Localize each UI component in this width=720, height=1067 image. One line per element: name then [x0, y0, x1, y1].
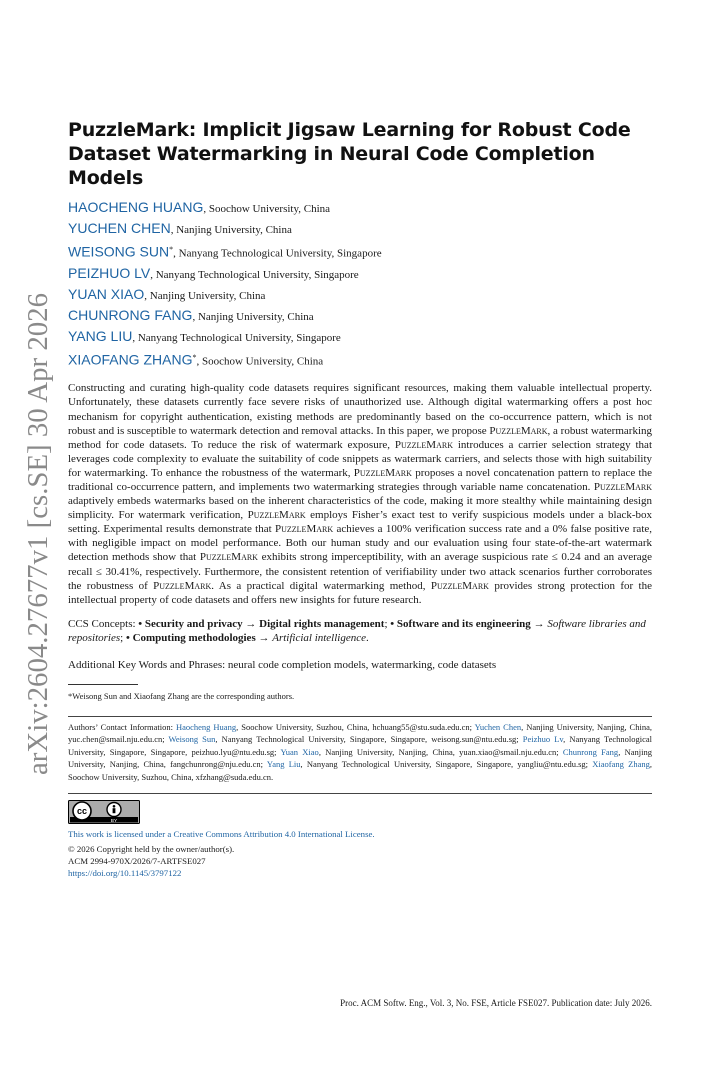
footnote-divider: [68, 684, 138, 685]
abstract-text: . As a practical digital watermarking method,: [211, 579, 431, 592]
author-row: [68, 306, 652, 327]
abstract-text: introduces a carrier selection strategy that leverages code complexity to evaluate the suitability of code snippets as watermark carriers, and selects those with high suitability for watermarking. To enhance the robustness of the watermark,: [68, 438, 652, 479]
license-block: [68, 793, 652, 879]
author-affiliation: , Nanjing University, China: [170, 224, 292, 236]
corresponding-author-mark: *: [192, 352, 197, 362]
ccs-sep: ;: [384, 617, 391, 630]
author-row: [68, 327, 652, 348]
ccs-arrow: →: [255, 632, 273, 645]
author-list: [68, 198, 652, 371]
abstract-text: adaptively embeds watermarks based on the inherent characteristics of the code, making it more stealthy while maintaining design simplicity. For watermark verification,: [68, 495, 652, 522]
author-contact-link[interactable]: Weisong Sun: [168, 734, 216, 745]
cc-by-license-icon[interactable]: [68, 800, 140, 824]
paper-title: [68, 118, 652, 190]
ccs-concept-security: • Security and privacy → Digital rights management: [138, 617, 385, 630]
method-name: PuzzleMark: [430, 579, 489, 592]
author-name[interactable]: YANG LIU: [68, 327, 133, 344]
abstract-text: Constructing and curating high-quality code datasets requires significant resources, making them valuable intellectual property. Unfortunately, these datasets currently face severe risks of unauthorized use. Although digital watermarking offers a post hoc mechanism for copyright authentication, existing methods are predominantly based on the co-occurrence pattern, which is not robust and is susceptible to watermark detection and removal attacks. In this paper, we propose: [68, 382, 652, 437]
abstract-text: provides strong protection for the intellectual property of code datasets and offers new insights for future research.: [68, 579, 652, 606]
authors-contact-information: [68, 721, 652, 784]
contact-text: , Nanjing University, Nanjing, China, yuc.chen@smail.nju.edu.cn;: [68, 721, 652, 745]
author-contact-link[interactable]: Peizhuo Lv: [522, 734, 564, 745]
abstract-text: , a robust watermarking method for code datasets. To reduce the risk of watermark exposure,: [68, 424, 652, 451]
corresponding-author-mark: *: [169, 245, 174, 254]
method-name: PuzzleMark: [394, 438, 453, 451]
author-affiliation: , Nanjing University, China: [144, 289, 266, 302]
ccs-subconcept-ai: Artificial intelligence: [272, 632, 366, 645]
method-name: PuzzleMark: [153, 579, 212, 592]
author-row: [68, 219, 652, 240]
method-name: PuzzleMark: [275, 523, 334, 536]
author-affiliation: , Nanyang Technological University, Singapore: [173, 247, 382, 260]
method-name: PuzzleMark: [353, 466, 412, 479]
arxiv-identifier-stamp: [17, 275, 61, 775]
ccs-prefix: CCS Concepts:: [68, 617, 139, 630]
author-affiliation: , Soochow University, China: [196, 355, 324, 368]
acm-identifier: ACM 2994-970X/2026/7-ARTFSE027: [68, 855, 206, 866]
author-name[interactable]: WEISONG SUN: [68, 243, 170, 260]
ccs-subconcept-libraries: Software libraries and repositories: [68, 617, 646, 645]
ccs-concept-computing: • Computing methodologies: [125, 632, 256, 645]
contact-text: , Nanjing University, Nanjing, China, yuan.xiao@smail.nju.edu.cn;: [318, 746, 563, 757]
author-name[interactable]: YUCHEN CHEN: [68, 220, 171, 236]
additional-keywords: Additional Key Words and Phrases: neural code completion models, watermarking, code datasets: [68, 658, 497, 671]
method-name: PuzzleMark: [199, 551, 258, 564]
author-contact-link[interactable]: Chunrong Fang: [562, 746, 619, 757]
abstract-text: achieves a 100% verification success rate and a 0% false positive rate, with negligible impact on model performance. Both our human study and our evaluation using four state-of-the-art watermark detection methods show that: [68, 523, 653, 564]
corresponding-author-footnote: *Weisong Sun and Xiaofang Zhang are the corresponding authors.: [68, 690, 295, 701]
copyright-line: © 2026 Copyright held by the owner/author(s).: [68, 843, 235, 854]
contact-divider: [68, 716, 652, 717]
author-affiliation: , Nanjing University, China: [192, 310, 314, 323]
ccs-arrow: →: [530, 617, 548, 630]
title-line-2: Dataset Watermarking in Neural Code Completion Models: [68, 143, 595, 189]
author-contact-link[interactable]: Xiaofang Zhang: [592, 759, 650, 770]
abstract-text: proposes a novel concatenation pattern to replace the traditional co-occurrence pattern, and implements two watermarking strategies through variable name concatenation.: [68, 466, 652, 493]
author-contact-link[interactable]: Yang Liu: [266, 759, 301, 770]
contact-text: , Nanjing University, Nanjing, China, fangchunrong@nju.edu.cn;: [68, 746, 652, 770]
contact-text: , Nanyang Technological University, Singapore, Singapore, weisong.sun@ntu.edu.sg;: [215, 734, 523, 745]
page-footer: Proc. ACM Softw. Eng., Vol. 3, No. FSE, Article FSE027. Publication date: July 2026.: [340, 998, 652, 1008]
paper-first-page: [68, 118, 652, 880]
author-affiliation: , Soochow University, China: [203, 203, 331, 215]
author-name[interactable]: CHUNRONG FANG: [68, 306, 193, 323]
abstract-text: exhibits strong imperceptibility, with an average suspicious rate ≤ 0.24 and an average recall ≤ 30.41%, respectively. Furthermore, the consistent retention of verifiability under two attack scenarios further corroborates the robustness of: [68, 551, 652, 592]
by-badge-text: BY: [110, 819, 118, 825]
ccs-concepts: [68, 617, 652, 646]
contact-text: , Soochow University, Suzhou, China, xfzhang@suda.edu.cn.: [68, 759, 652, 782]
contact-text: , Nanyang Technological University, Singapore, Singapore, peizhuo.lyu@ntu.edu.sg;: [68, 734, 652, 757]
contact-text: , Soochow University, Suzhou, China, hchuang55@stu.suda.edu.cn;: [236, 721, 475, 732]
cc-badge-text: cc: [76, 806, 88, 817]
contact-text: , Nanyang Technological University, Singapore, Singapore, yangliu@ntu.edu.sg;: [300, 759, 593, 770]
ccs-end: .: [366, 632, 369, 645]
title-line-1: PuzzleMark: Implicit Jigsaw Learning for Robust Code: [68, 119, 631, 141]
author-contact-link[interactable]: Yuchen Chen: [474, 721, 522, 732]
arxiv-id-text: arXiv:2604.27677v1 [cs.SE] 30 Apr 2026: [23, 306, 54, 775]
method-name: PuzzleMark: [593, 480, 652, 493]
author-name[interactable]: XIAOFANG ZHANG: [68, 351, 193, 368]
author-name[interactable]: PEIZHUO LV: [68, 264, 151, 281]
license-statement-link[interactable]: This work is licensed under a Creative Commons Attribution 4.0 International License.: [68, 829, 375, 840]
author-row: [68, 240, 652, 264]
abstract-text: employs Fisher’s exact test to verify suspicious models under a black-box setting. Experimental results demonstrate that: [68, 509, 653, 536]
author-row: [68, 198, 652, 219]
author-affiliation: , Nanyang Technological University, Singapore: [150, 268, 359, 281]
method-name: PuzzleMark: [489, 424, 548, 437]
author-row: [68, 348, 652, 372]
author-contact-link[interactable]: Haocheng Huang: [175, 721, 237, 732]
abstract: [68, 381, 652, 607]
method-name: PuzzleMark: [247, 509, 306, 522]
author-affiliation: , Nanyang Technological University, Singapore: [132, 331, 341, 344]
author-name[interactable]: HAOCHENG HUANG: [68, 199, 204, 215]
ccs-concept-software: • Software and its engineering: [390, 617, 531, 630]
ccs-sep: ;: [120, 632, 126, 645]
contact-text: Authors’ Contact Information:: [68, 721, 176, 732]
author-row: [68, 285, 652, 306]
author-name[interactable]: YUAN XIAO: [68, 285, 145, 302]
doi-link[interactable]: https://doi.org/10.1145/3797122: [68, 868, 182, 879]
author-contact-link[interactable]: Yuan Xiao: [280, 746, 319, 757]
author-row: [68, 264, 652, 285]
